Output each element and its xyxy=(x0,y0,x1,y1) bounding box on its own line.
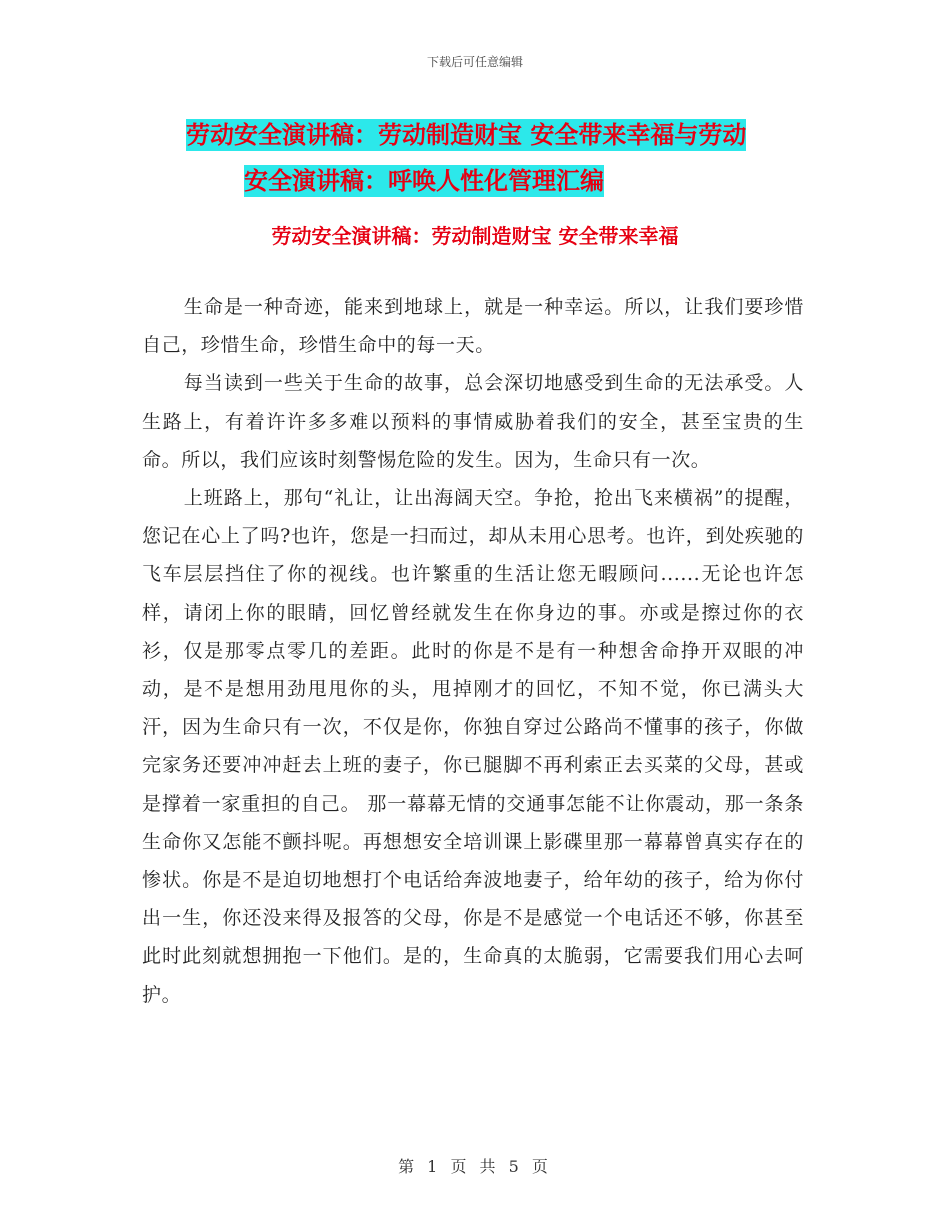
document-title-line-2: 安全演讲稿：呼唤人性化管理汇编 xyxy=(244,167,604,195)
page-number-footer: 第 1 页 共 5 页 xyxy=(398,1157,552,1176)
paragraph: 生命是一种奇迹，能来到地球上，就是一种幸运。所以，让我们要珍惜自己，珍惜生命，珍惜生命中的每一天。 xyxy=(142,296,804,357)
body-text xyxy=(142,288,804,1014)
document-title-line-1: 劳动安全演讲稿：劳动制造财宝 安全带来幸福与劳动 xyxy=(186,121,747,149)
header-note: 下载后可任意编辑 xyxy=(426,55,523,69)
paragraph: 上班路上，那句“礼让，让出海阔天空。争抢，抢出飞来横祸”的提醒，您记在心上了吗?也许，您是一扫而过，却从未用心思考。也许，到处疾驰的飞车层层挡住了你的视线。也许繁重的生活让您无暇顾问......无论也许怎样，请闭上你的眼睛，回忆曾经就发生在你身边的事。亦或是擦过你的衣衫，仅是那零点零几的差距。此时的你是不是有一种想舍命挣开双眼的冲动，是不是想用劲甩甩你的头，甩掉刚才的回忆，不知不觉，你已满头大汗，因为生命只有一次，不仅是你，你独自穿过公路尚不懂事的孩子，你做完家务还要冲冲赶去上班的妻子，你已腿脚不再利索正去买菜的父母，甚或是撑着一家重担的自己。 那一幕幕无情的交通事怎能不让你震动，那一条条生命你又怎能不颤抖呢。再想想安全培训课上影碟里那一幕幕曾真实存在的惨状。你是不是迫切地想打个电话给奔波地妻子，给年幼的孩子，给为你付出一生，你还没来得及报答的父母，你是不是感觉一个电话还不够，你甚至此时此刻就想拥抱一下他们。是的，生命真的太脆弱，它需要我们用心去呵护。 xyxy=(142,487,804,1006)
document-title xyxy=(186,112,812,204)
paragraph: 每当读到一些关于生命的故事，总会深切地感受到生命的无法承受。人生路上，有着许许多多难以预料的事情威胁着我们的安全，甚至宝贵的生命。所以，我们应该时刻警惕危险的发生。因为，生命只有一次。 xyxy=(142,372,804,471)
document-title-line-2-wrap xyxy=(186,167,604,195)
section-title: 劳动安全演讲稿：劳动制造财宝 安全带来幸福 xyxy=(271,224,679,248)
